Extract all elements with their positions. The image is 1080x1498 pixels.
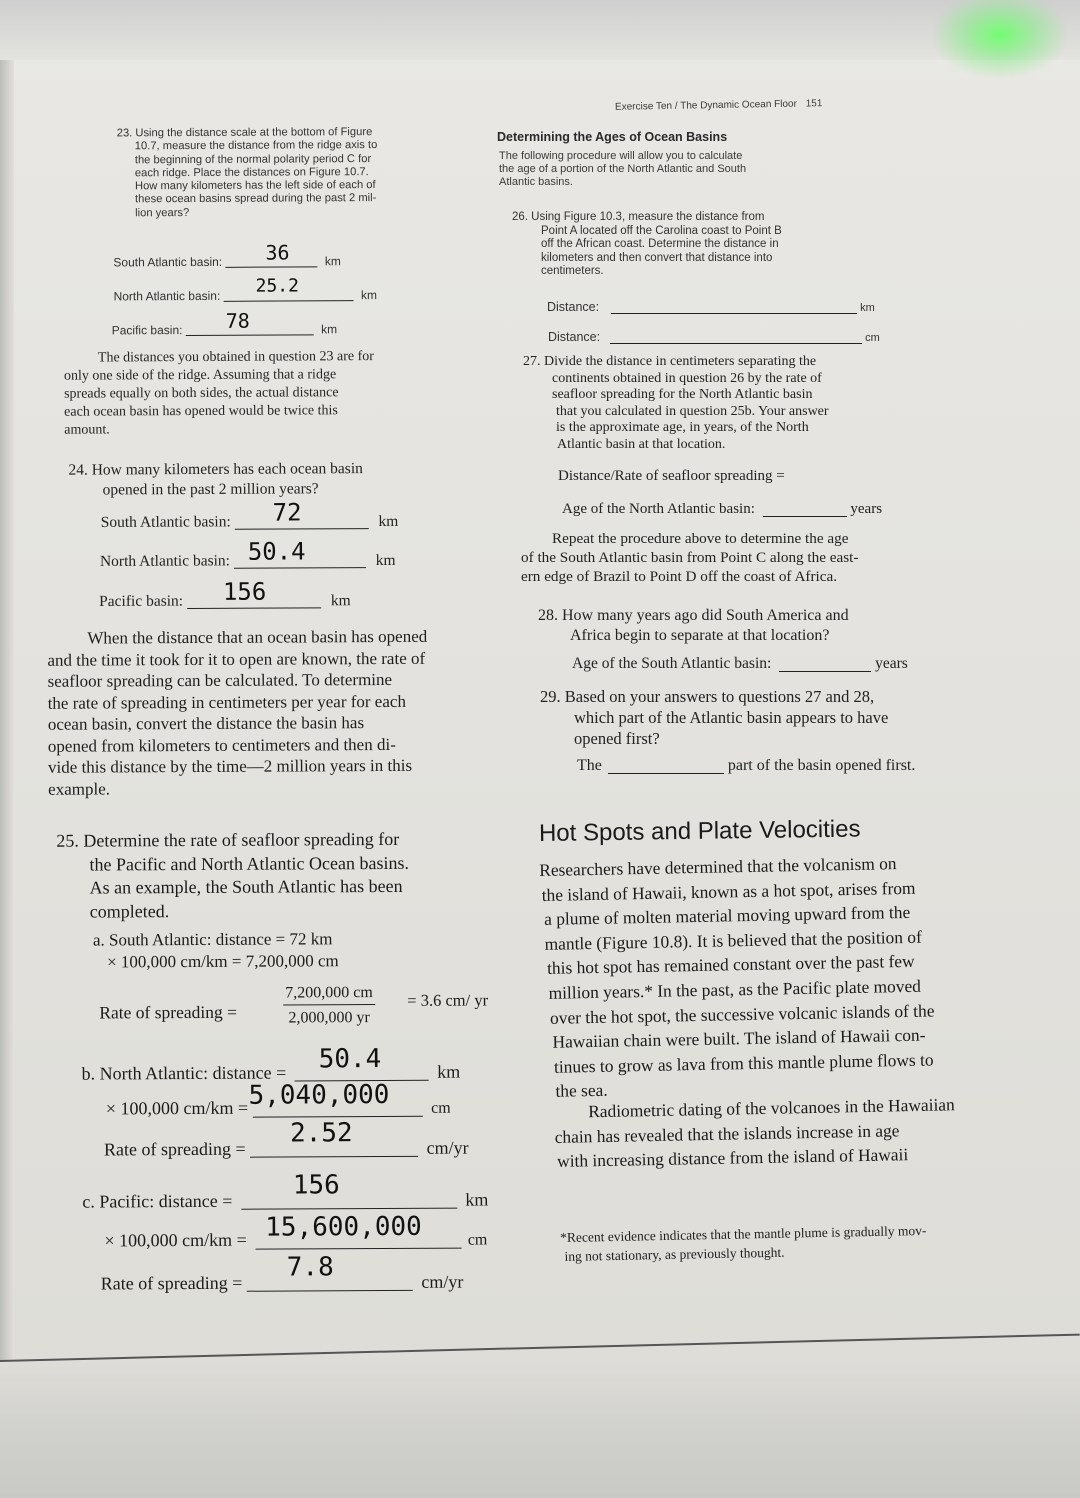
- na-age-years: years: [850, 501, 883, 517]
- q23-north-answer: 25.2: [255, 275, 299, 297]
- q25c-conversion-label: × 100,000 cm/km =: [104, 1229, 247, 1251]
- q24-pacific-answer: 156: [222, 577, 267, 606]
- q25c-conversion-row: [104, 1211, 488, 1251]
- q25b-label: b. North Atlantic: distance =: [81, 1062, 287, 1084]
- hotspots-line: Researchers have determined that the volcanism on: [539, 853, 897, 880]
- q24-north-label: North Atlantic basin:: [99, 552, 230, 570]
- q25c-unit-cm: cm: [467, 1231, 488, 1249]
- q25b-unit-cm: cm: [431, 1099, 451, 1117]
- rate-paragraph: [47, 626, 428, 800]
- q26-distance-cm-blank[interactable]: [610, 331, 862, 344]
- q25c-label: c. Pacific: distance =: [82, 1190, 233, 1212]
- q23-line: 10.7, measure the distance from the ridge axis to: [134, 139, 378, 153]
- q25a-result: = 3.6 cm/ yr: [407, 990, 489, 1010]
- q24-line: opened in the past 2 million years?: [102, 480, 319, 499]
- q25c-distance-answer: 156: [292, 1170, 340, 1201]
- q26-distance-label: Distance:: [547, 300, 600, 314]
- q26-line: Point A located off the Carolina coast to Point B: [541, 224, 782, 237]
- hotspots-line: chain has revealed that the islands increase in age: [554, 1119, 900, 1147]
- hotspots-paragraph-1: [539, 850, 936, 1103]
- q23-pacific-row: [111, 308, 338, 338]
- rate-paragraph-line: the rate of spreading in centimeters per year for each: [47, 691, 406, 713]
- q24-unit: km: [378, 512, 399, 530]
- q25a-fraction: [283, 984, 375, 1027]
- q26-distance-label: Distance:: [548, 330, 601, 344]
- sa-age-label: Age of the South Atlantic basin:: [572, 655, 772, 672]
- hotspots-line: the island of Hawaii, known as a hot spot, arises from: [541, 877, 916, 905]
- q23-unit: km: [324, 254, 341, 269]
- q25a-rate-label: Rate of spreading =: [99, 1001, 238, 1023]
- hotspots-line: Hawaiian chain were built. The island of Hawaii con-: [552, 1024, 926, 1052]
- q25b-cm-answer: 5,040,000: [248, 1079, 390, 1111]
- sa-age-row: [572, 656, 908, 672]
- q25a-conversion: × 100,000 cm/km = 7,200,000 cm: [106, 951, 339, 972]
- q23-line: lion years?: [135, 206, 190, 220]
- q26-distance-cm-row: [548, 331, 880, 344]
- page-top-edge: [0, 0, 1080, 60]
- q23-line: 23. Using the distance scale at the bottom of Figure: [116, 126, 373, 140]
- q24-north-answer: 50.4: [247, 537, 306, 566]
- formula: Distance/Rate of seafloor spreading =: [558, 468, 785, 484]
- q25c-rate-answer: 7.8: [286, 1252, 334, 1283]
- rate-paragraph-line: example.: [48, 778, 111, 799]
- q25c-rate-row: [100, 1252, 464, 1294]
- q25a-distance: a. South Atlantic: distance = 72 km: [92, 929, 333, 950]
- q24-pacific-row: [99, 577, 351, 610]
- q27-line: that you calculated in question 25b. Your answer: [556, 403, 829, 419]
- q25b-unit-km: km: [437, 1061, 461, 1082]
- q26-unit-km: km: [860, 302, 875, 314]
- q23-south-answer: 36: [265, 240, 290, 265]
- question-28: [538, 606, 849, 646]
- q25c-unit-cmyr: cm/yr: [421, 1271, 464, 1292]
- note-23-line: spreads equally on both sides, the actual distance: [64, 385, 339, 402]
- note-23-line: only one side of the ridge. Assuming that a ridge: [63, 367, 337, 384]
- q25-line: the Pacific and North Atlantic Ocean basins.: [89, 852, 409, 875]
- rate-paragraph-line: opened from kilometers to centimeters and then di-: [47, 734, 396, 756]
- q27-line: continents obtained in question 26 by the rate of: [552, 370, 822, 386]
- rate-paragraph-line: vide this distance by the time—2 million years in this: [47, 755, 413, 777]
- q26-line: off the African coast. Determine the distance in: [541, 238, 779, 251]
- q25b-conversion-label: × 100,000 cm/km =: [105, 1097, 249, 1119]
- q29-tail: part of the basin opened first.: [727, 757, 916, 774]
- q29-line: opened first?: [574, 729, 660, 748]
- footnote-line: ing not stationary, as previously thought.: [564, 1244, 785, 1264]
- q25b-distance-answer: 50.4: [318, 1044, 382, 1075]
- q26-unit-cm: cm: [865, 332, 880, 344]
- ages-intro-line: the age of a portion of the North Atlantic and South: [499, 163, 747, 175]
- q25-line: 25. Determine the rate of seafloor spreading for: [56, 828, 400, 851]
- q23-unit: km: [321, 322, 338, 337]
- page-left-edge: [0, 60, 14, 1360]
- q26-line: kilometers and then convert that distance into: [541, 251, 773, 264]
- hotspots-line: million years.* In the past, as the Pacific plate moved: [548, 975, 922, 1003]
- q29-line: which part of the Atlantic basin appears to have: [574, 708, 889, 727]
- running-head-text: Exercise Ten / The Dynamic Ocean Floor: [614, 98, 798, 113]
- q25b-rate-label: Rate of spreading =: [103, 1138, 246, 1160]
- q25c-rate-label: Rate of spreading =: [100, 1272, 243, 1294]
- light-glare: [930, 0, 1070, 80]
- question-26: [512, 211, 782, 279]
- hotspots-line: with increasing distance from the island of Hawaii: [556, 1144, 909, 1172]
- q25-line: completed.: [89, 900, 170, 922]
- rate-paragraph-line: seafloor spreading can be calculated. To determine: [47, 669, 393, 691]
- q23-unit: km: [360, 288, 378, 303]
- hotspots-line: Radiometric dating of the volcanoes in the Hawaiian: [588, 1094, 955, 1122]
- sa-age-years: years: [875, 655, 908, 672]
- q23-line: these ocean basins spread during the past 2 mil-: [135, 192, 377, 206]
- repeat-line: of the South Atlantic basin from Point C along the east-: [521, 549, 859, 566]
- ages-intro-line: The following procedure will allow you to calculate: [499, 150, 743, 162]
- q25a-numerator: 7,200,000 cm: [283, 984, 375, 1005]
- repeat-line: ern edge of Brazil to Point D off the coast of Africa.: [521, 568, 838, 585]
- q26-distance-km-row: [547, 301, 875, 314]
- q28-line: Africa begin to separate at that location?: [570, 627, 830, 644]
- question-29: [540, 686, 888, 749]
- footnote: [560, 1221, 927, 1266]
- ages-heading: Determining the Ages of Ocean Basins: [497, 130, 728, 144]
- q27-line: seafloor spreading for the North Atlantic basin: [552, 387, 813, 402]
- hotspots-line: mantle (Figure 10.8). It is believed that the position of: [544, 926, 922, 954]
- note-23-line: The distances you obtained in question 23 are for: [97, 349, 374, 366]
- ages-intro: [499, 150, 746, 189]
- q24-south-row: [100, 498, 399, 531]
- q24-north-row: [99, 537, 396, 570]
- hotspots-heading: Hot Spots and Plate Velocities: [538, 815, 861, 847]
- q25a-denominator: 2,000,000 yr: [288, 1009, 370, 1027]
- q24-unit: km: [375, 551, 396, 569]
- q25c-unit-km: km: [465, 1189, 489, 1210]
- q23-line: How many kilometers has the left side of each of: [134, 179, 376, 193]
- hotspots-line: over the hot spot, the successive volcanic islands of the: [549, 1000, 935, 1028]
- repeat-instructions: [521, 529, 858, 586]
- rate-paragraph-line: and the time it took for it to open are known, the rate of: [47, 648, 426, 670]
- q23-line: the beginning of the normal polarity period C for: [134, 152, 372, 166]
- q28-line: 28. How many years ago did South America and: [538, 607, 849, 624]
- hotspots-line: a plume of molten material moving upward from the: [543, 902, 911, 930]
- question-27: [523, 354, 829, 453]
- q29-blank[interactable]: [608, 758, 724, 774]
- hotspots-line: the sea.: [555, 1080, 608, 1102]
- q29-answer-row: [577, 758, 915, 774]
- rate-paragraph-line: ocean basin, convert the distance the basin has: [47, 713, 365, 734]
- page-bottom-shadow: [0, 1360, 1080, 1498]
- q23-south-row: [113, 240, 341, 270]
- repeat-line: Repeat the procedure above to determine the age: [552, 530, 849, 547]
- note-23-line: each ocean basin has opened would be twice this: [64, 403, 338, 420]
- ages-intro-line: Atlantic basins.: [499, 176, 573, 188]
- hotspots-line: tinues to grow as lava from this mantle plume flows to: [553, 1049, 934, 1077]
- na-age-label: Age of the North Atlantic basin:: [562, 501, 755, 517]
- q26-line: centimeters.: [541, 265, 604, 278]
- note-23: [64, 348, 375, 440]
- sa-age-blank[interactable]: [779, 657, 871, 672]
- q23-pacific-label: Pacific basin:: [111, 323, 183, 338]
- q27-line: 27. Divide the distance in centimeters separating the: [523, 354, 817, 369]
- q23-south-label: South Atlantic basin:: [113, 254, 223, 270]
- footnote-line: *Recent evidence indicates that the mantle plume is gradually mov-: [560, 1222, 927, 1245]
- note-23-line: amount.: [64, 422, 110, 438]
- q25b-rate-row: [103, 1118, 469, 1160]
- q25c-cm-answer: 15,600,000: [265, 1211, 422, 1243]
- hotspots-line: this hot spot has remained constant over the past few: [546, 951, 915, 979]
- q25-line: As an example, the South Atlantic has been: [89, 875, 403, 898]
- question-24: [68, 459, 363, 501]
- q23-north-label: North Atlantic basin:: [113, 288, 221, 304]
- rate-paragraph-line: When the distance that an ocean basin has opened: [87, 626, 428, 648]
- q26-line: 26. Using Figure 10.3, measure the distance from: [512, 211, 765, 223]
- q25b-rate-answer: 2.52: [289, 1118, 353, 1149]
- na-age-row: [562, 502, 882, 517]
- q25a-example: [93, 928, 339, 973]
- q24-south-answer: 72: [272, 498, 302, 527]
- q25b-distance-row: [81, 1044, 461, 1084]
- q23-north-row: [113, 275, 378, 304]
- na-age-blank[interactable]: [763, 502, 847, 517]
- q25b-conversion-row: [105, 1079, 451, 1119]
- question-25: [56, 828, 409, 924]
- q29-line: 29. Based on your answers to questions 27 and 28,: [540, 687, 875, 706]
- q23-line: each ridge. Place the distances on Figure 10.7.: [134, 165, 369, 180]
- q27-line: is the approximate age, in years, of the North: [556, 420, 809, 435]
- q25c-distance-row: [82, 1170, 489, 1212]
- page-number: 151: [805, 98, 823, 110]
- q24-south-label: South Atlantic basin:: [100, 513, 231, 531]
- q24-unit: km: [330, 591, 351, 609]
- q27-line: Atlantic basin at that location.: [557, 436, 726, 452]
- q29-the: The: [577, 757, 602, 774]
- q24-line: 24. How many kilometers has each ocean basin: [68, 460, 363, 479]
- q24-pacific-label: Pacific basin:: [99, 592, 184, 610]
- q23-pacific-answer: 78: [225, 308, 250, 333]
- question-23: [117, 126, 378, 220]
- hotspots-paragraph-2: [552, 1092, 956, 1173]
- q25b-unit-cmyr: cm/yr: [426, 1137, 469, 1158]
- q26-distance-km-blank[interactable]: [611, 301, 857, 314]
